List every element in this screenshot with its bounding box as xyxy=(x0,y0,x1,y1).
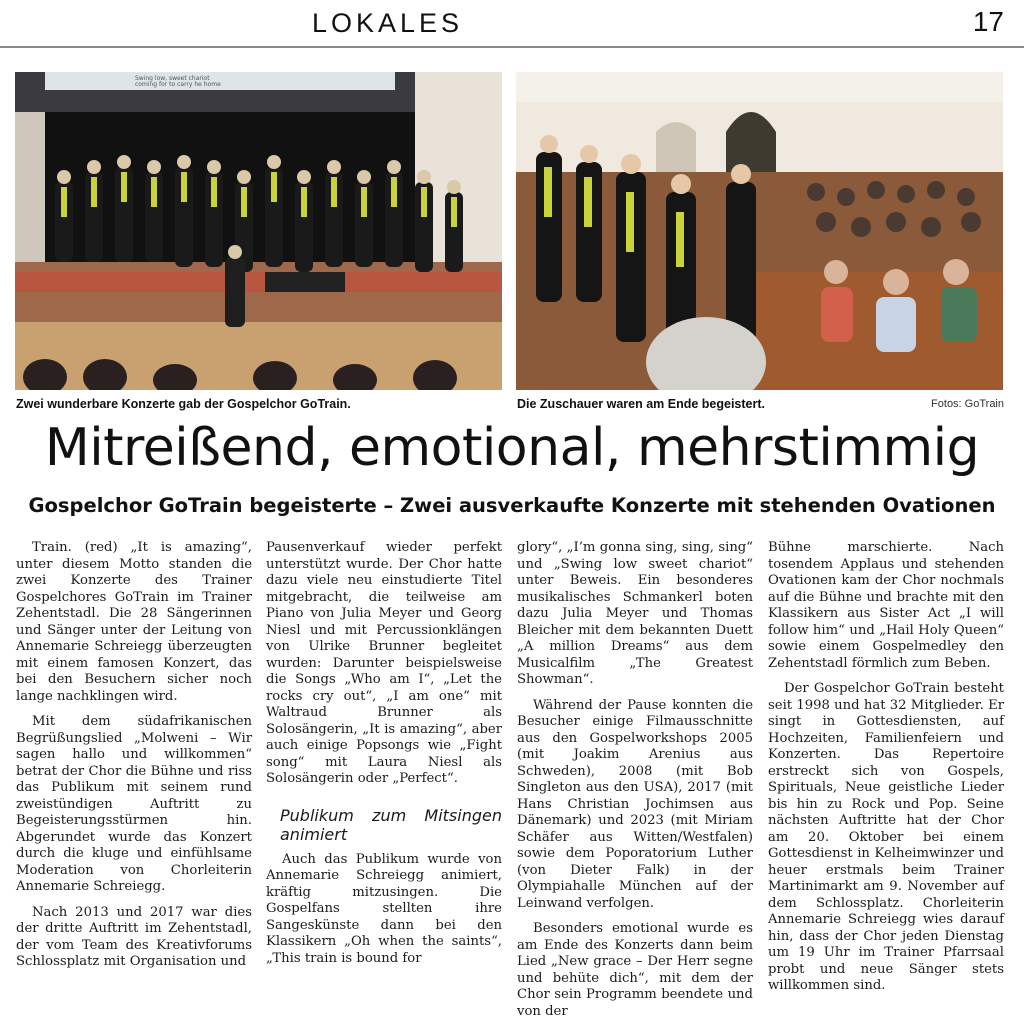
page-header xyxy=(0,0,1024,48)
photo-credit: Fotos: GoTrain xyxy=(931,398,1004,410)
left-photo-caption: Zwei wunderbare Konzerte gab der Gospelchor GoTrain. xyxy=(16,397,351,411)
paragraph: Auch das Publikum wurde von Annemarie Schreiegg animiert, kräftig mitzusingen. Die Gospelfans stellten ihre Sangeskünste dann bei den Klassikern „Oh when the saints“, „This train is bound for xyxy=(266,851,502,966)
paragraph: Nach 2013 und 2017 war dies der dritte Auftritt im Zehentstadl, der vom Team des Kreativforums Schlossplatz mit Organisation und xyxy=(16,904,252,969)
page-number: 17 xyxy=(972,6,1004,37)
paragraph: Mit dem südafrikanischen Begrüßungslied „Molweni – Wir sagen hallo und willkommen“ betrat der Chor die Bühne und riss das Publikum mit seinem rund zweistündigen Auftritt zu Begeisterungsstürmen hin. Abgerundet wurde das Konzert durch die kluge und einfühlsame Moderation von Chorleiterin Annemarie Schreiegg. xyxy=(16,714,252,894)
paragraph: glory“, „I’m gonna sing, sing, sing“ und „Swing low sweet chariot“ unter Beweis. Ein besonderes musikalisches Schmankerl boten dazu Julia Meyer und Thomas Bleicher mit dem bekannten Duett „A million Dreams“ aus dem Musicalfilm „The Greatest Showman“. xyxy=(517,540,753,687)
article-column-1 xyxy=(16,540,252,980)
paragraph: Train. (red) „It is amazing“, unter diesem Motto standen die zwei Konzerte des Trainer Gospelchores GoTrain im Trainer Zehentstadl. Die 28 Sängerinnen und Sänger unter der Leitung von Annemarie Schreiegg überzeugten mit einem famosen Konzert, das bei den Besuchern sicher noch lange nachklingen wird. xyxy=(16,540,252,704)
choir-stage-photo xyxy=(15,72,502,390)
paragraph: Bühne marschierte. Nach tosendem Applaus und stehenden Ovationen kam der Chor nochmals auf die Bühne und brachte mit den Klassikern aus Sister Act „I will follow him“ und „Hail Holy Queen“ sowie einem Gospelmedley den Zehentstadl förmlich zum Beben. xyxy=(768,540,1004,671)
section-subhead: Publikum zum Mitsingen animiert xyxy=(280,805,502,844)
paragraph: Während der Pause konnten die Besucher einige Filmausschnitte aus den Gospelworkshops 2005 (mit Joakim Arenius aus Schweden), 2008 (mit Bob Singleton aus den USA), 2017 (mit Hans Christian Jochimsen aus Dänemark) und 2023 (mit Miriam Schäfer aus Witten/Westfalen) sowie dem Poporatorium Luther (von Dieter Falk) in der Olympiahalle München auf der Leinwand verfolgen. xyxy=(517,697,753,911)
headline: Mitreißend, emotional, mehrstimmig xyxy=(44,418,980,478)
section-title: LOKALES xyxy=(312,8,464,38)
right-photo-caption: Die Zuschauer waren am Ende begeistert. xyxy=(517,397,765,411)
paragraph: Besonders emotional wurde es am Ende des Konzerts dann beim Lied „New grace – Der Herr segne und behüte dich“, mit dem der Chor sein Programm beendete und von der xyxy=(517,921,753,1019)
screen-text-1: Swing low, sweet chariot xyxy=(135,75,210,82)
screen-text-2: coming for to carry he home xyxy=(135,81,221,88)
paragraph: Pausenverkauf wieder perfekt unterstützt wurde. Der Chor hatte dazu viele neu einstudierte Titel mitgebracht, die teilweise am Piano von Julia Meyer und Georg Niesl und mit Percussionklängen von Ulrike Brunner begleitet wurden: Darunter beispielsweise die Songs „Who am I“, „Let the rocks cry out“, „I am one“ mit Waltraud Brunner als Solosängerin, „It is amazing“, aber auch einige Popsongs wie „Fight song“ mit Laura Niesl als Solosängerin oder „Perfect“. xyxy=(266,540,502,786)
article-column-3 xyxy=(517,540,753,1029)
paragraph: Der Gospelchor GoTrain besteht seit 1998 und hat 32 Mitglieder. Er singt in Gottesdiensten, auf Hochzeiten, Familienfeiern und Konzerten. Das Repertoire erstreckt sich von Gospels, Spirituals, Neue geistliche Lieder bis hin zu Rock und Pop. Seine nächsten Auftritte hat der Chor am 20. Oktober bei einem Gottesdienst in Kelheimwinzer und heuer erstmals beim Trainer Martinimarkt am 9. November auf dem Schlossplatz. Chorleiterin Annemarie Schreiegg wies darauf hin, dass der Chor jeden Dienstag um 19 Uhr im Trainer Pfarrsaal probt und neue Sänger stets willkommen sind. xyxy=(768,681,1004,993)
audience-photo xyxy=(516,72,1003,390)
article-column-2 xyxy=(266,540,502,976)
article-column-4 xyxy=(768,540,1004,1004)
subheadline: Gospelchor GoTrain begeisterte – Zwei ausverkaufte Konzerte mit stehenden Ovationen xyxy=(28,494,996,517)
